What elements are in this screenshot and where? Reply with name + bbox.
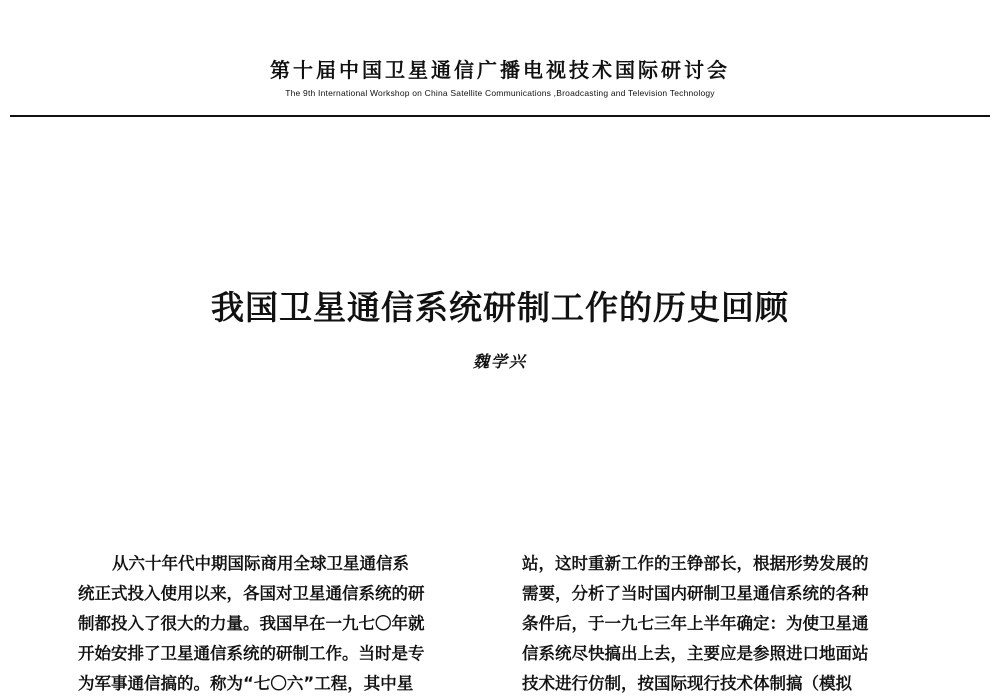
body-line: 需要，分析了当时国内研制卫星通信系统的各种: [522, 584, 869, 603]
body-column-right: [522, 549, 934, 699]
header-divider: [10, 115, 990, 117]
body-line: 制都投入了很大的力量。我国早在一九七〇年就: [78, 614, 425, 633]
paper-title: 我国卫星通信系统研制工作的历史回顾: [211, 288, 789, 327]
body-line: 信系统尽快搞出上去，主要应是参照进口地面站: [522, 644, 869, 663]
body-line: 站，这时重新工作的王铮部长，根据形势发展的: [522, 554, 869, 573]
body-line: 技术进行仿制，按国际现行技术体制搞（模拟: [522, 674, 852, 693]
body-line: 从六十年代中期国际商用全球卫星通信系: [112, 554, 409, 573]
body-line: 统正式投入使用以来，各国对卫星通信系统的研: [78, 584, 425, 603]
body-line: 条件后，于一九七三年上半年确定：为使卫星通: [522, 614, 869, 633]
body-line: 开始安排了卫星通信系统的研制工作。当时是专: [78, 644, 425, 663]
paper-author: 魏学兴: [472, 352, 527, 371]
body-column-left: [78, 549, 490, 699]
conference-title-english: The 9th International Workshop on China Satellite Communications ,Broadcasting and Television Technology: [285, 88, 715, 98]
body-line: 为军事通信搞的。称为“七〇六”工程，其中星: [78, 674, 414, 693]
conference-title-chinese: 第十届中国卫星通信广播电视技术国际研讨会: [270, 58, 730, 82]
